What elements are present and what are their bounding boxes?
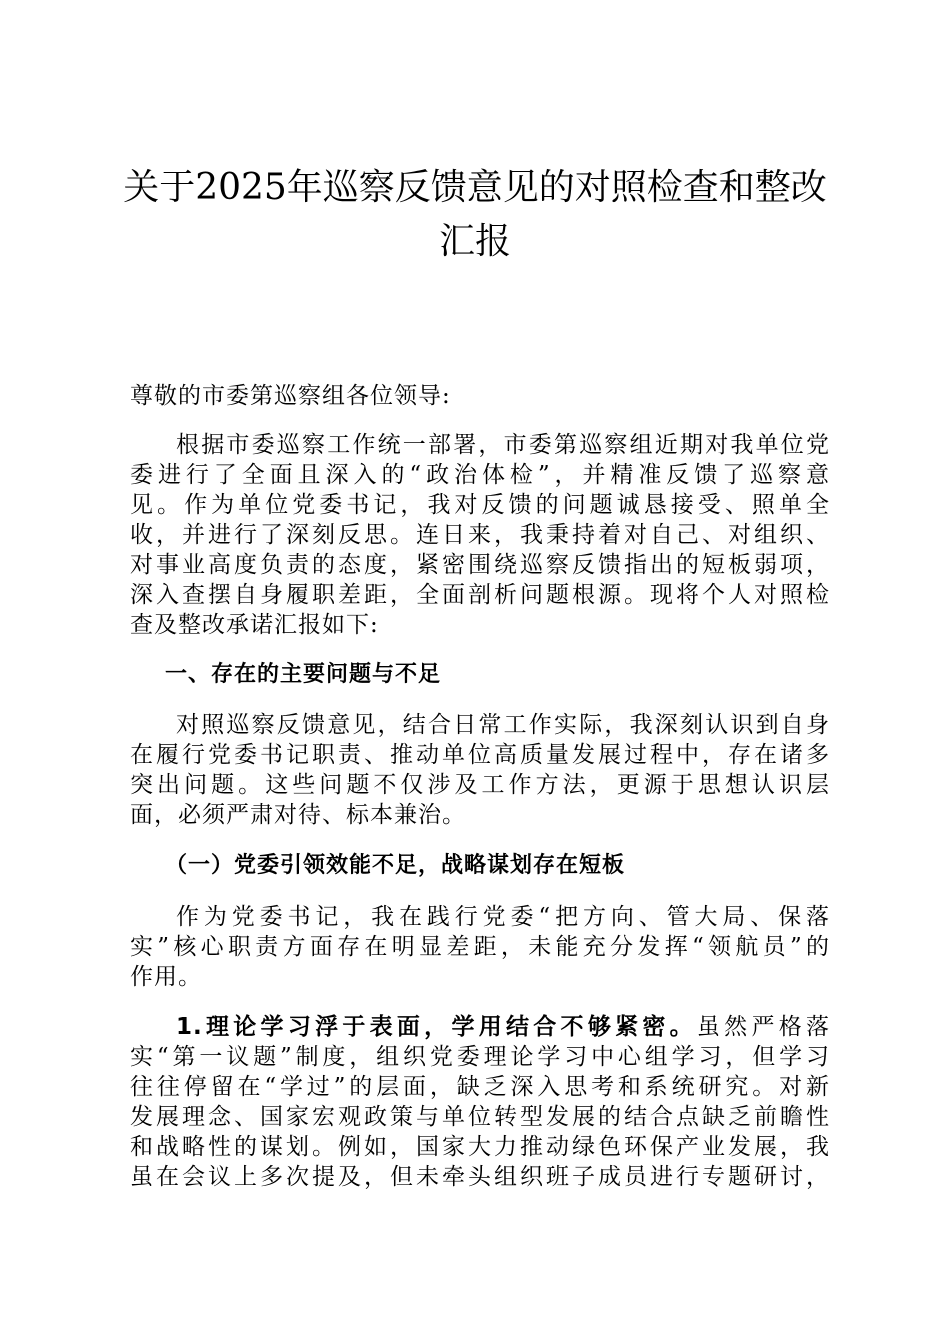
item1-line: 往往停留在“学过”的层面，缺乏深入思考和系统研究。对新 bbox=[130, 1074, 830, 1100]
subsection-heading-1: （一）党委引领效能不足，战略谋划存在短板 bbox=[165, 853, 626, 878]
section1-line: 对照巡察反馈意见，结合日常工作实际，我深刻认识到自身 bbox=[176, 712, 830, 738]
intro-line: 根据市委巡察工作统一部署，市委第巡察组近期对我单位党 bbox=[176, 432, 830, 458]
intro-paragraph bbox=[130, 430, 830, 640]
item1-lead: 1.理论学习浮于表面，学用结合不够紧密。 bbox=[176, 1014, 697, 1040]
subsection1-line: 作用。 bbox=[130, 964, 202, 990]
document-title-line-2: 汇报 bbox=[438, 221, 511, 262]
subsection1-paragraph bbox=[130, 902, 830, 992]
salutation-text: 尊敬的市委第巡察组各位领导: bbox=[130, 383, 451, 409]
item1-line: 和战略性的谋划。例如，国家大力推动绿色环保产业发展，我 bbox=[130, 1134, 830, 1160]
item1-line: 发展理念、国家宏观政策与单位转型发展的结合点缺乏前瞻性 bbox=[130, 1104, 830, 1130]
section1-line: 突出问题。这些问题不仅涉及工作方法，更源于思想认识层 bbox=[130, 772, 830, 798]
subsection1-line: 作为党委书记，我在践行党委“把方向、管大局、保落 bbox=[176, 904, 830, 930]
subsection1-line: 实”核心职责方面存在明显差距，未能充分发挥“领航员”的 bbox=[130, 934, 830, 960]
item1-first-rest: 虽然严格落 bbox=[696, 1014, 830, 1040]
intro-line: 委进行了全面且深入的“政治体检”，并精准反馈了巡察意 bbox=[130, 462, 830, 488]
salutation bbox=[130, 381, 830, 411]
section1-paragraph bbox=[130, 710, 830, 830]
intro-line: 对事业高度负责的态度，紧密围绕巡察反馈指出的短板弱项， bbox=[130, 552, 830, 578]
item1-first-line bbox=[130, 1012, 830, 1042]
section1-line: 在履行党委书记职责、推动单位高质量发展过程中，存在诸多 bbox=[130, 742, 830, 768]
section1-line: 面，必须严肃对待、标本兼治。 bbox=[130, 802, 466, 828]
item1-line: 实“第一议题”制度，组织党委理论学习中心组学习，但学习 bbox=[130, 1044, 830, 1070]
section-heading-1: 一、存在的主要问题与不足 bbox=[165, 662, 442, 687]
intro-line: 见。作为单位党委书记，我对反馈的问题诚恳接受、照单全 bbox=[130, 492, 830, 518]
intro-line: 深入查摆自身履职差距，全面剖析问题根源。现将个人对照检 bbox=[130, 582, 830, 608]
item1-line: 虽在会议上多次提及，但未牵头组织班子成员进行专题研讨， bbox=[130, 1164, 830, 1190]
intro-line: 收，并进行了深刻反思。连日来，我秉持着对自己、对组织、 bbox=[130, 522, 830, 548]
intro-line: 查及整改承诺汇报如下: bbox=[130, 612, 379, 638]
item1-paragraph bbox=[130, 1012, 830, 1192]
document-title-line-1: 关于2025年巡察反馈意见的对照检查和整改 bbox=[123, 167, 827, 208]
